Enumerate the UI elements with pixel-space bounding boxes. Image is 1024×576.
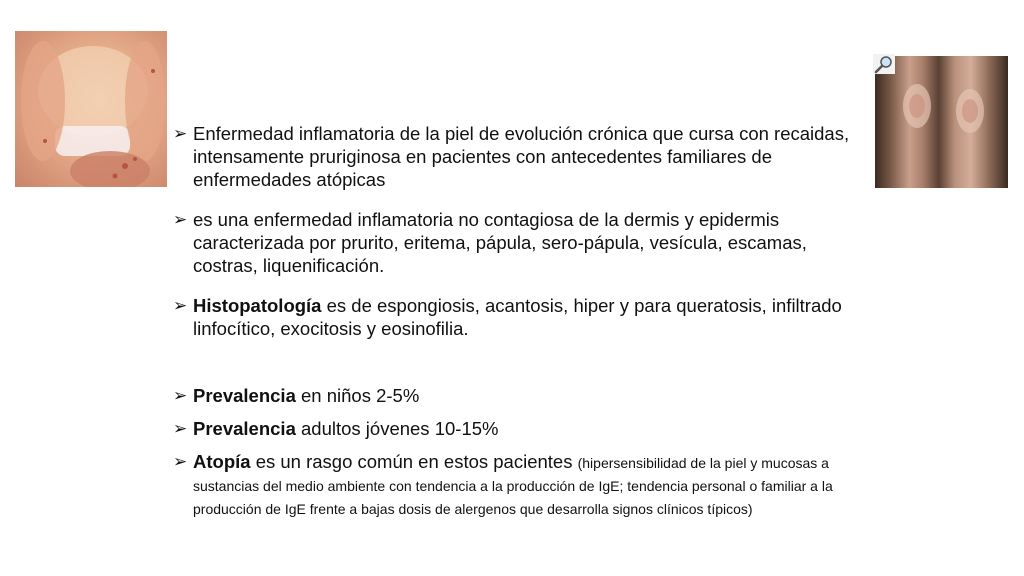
bullet-definition [173,122,853,191]
arrow-bullet-icon: ➢ [173,452,188,471]
arrow-bullet-icon: ➢ [173,296,188,315]
arrow-bullet-icon: ➢ [173,419,188,438]
bullet-atopy [173,450,853,519]
bullet-bold-label: Prevalencia [193,418,296,439]
arrow-bullet-icon: ➢ [173,210,188,229]
infant-skin-photo [15,31,167,187]
bullet-text: es de espongiosis, acantosis, hiper y para queratosis, infiltrado linfocítico, exocitosis y eosinofilia. [193,295,842,339]
magnifier-icon[interactable] [873,54,895,74]
bullet-prevalence-children [173,384,853,407]
bullet-bold-label: Prevalencia [193,385,296,406]
bullet-text: en niños 2-5% [295,385,420,406]
bullet-text: Enfermedad inflamatoria de la piel de evolución crónica que cursa con recaidas, intensamente pruriginosa en pacientes con antecedentes familiares de enfermedades atópicas [193,123,850,190]
arrow-bullet-icon: ➢ [173,386,188,405]
knees-skin-photo [875,56,1008,188]
bullet-text: adultos jóvenes 10-15% [295,418,499,439]
bullet-note: (hipersensibilidad de la piel y mucosas a sustancias del medio ambiente con tendencia a la producción de IgE; tendencia personal o familiar a la producción de IgE frente a bajas dosis de alergenos que desarrolla signos clínicos típicos) [193,455,833,517]
bullet-prevalence-adults [173,417,853,440]
arrow-bullet-icon: ➢ [173,124,188,143]
bullet-text: es una enfermedad inflamatoria no contagiosa de la dermis y epidermis caracterizada por prurito, eritema, pápula, sero-pápula, vesícula, escamas, costras, liquenificación. [193,209,807,276]
bullet-histopathology [173,294,853,340]
bullet-description [173,208,853,277]
bullet-text: es un rasgo común en estos pacientes [250,451,578,472]
bullet-bold-label: Histopatología [193,295,322,316]
bullet-list [173,122,853,519]
bullet-bold-label: Atopía [193,451,251,472]
